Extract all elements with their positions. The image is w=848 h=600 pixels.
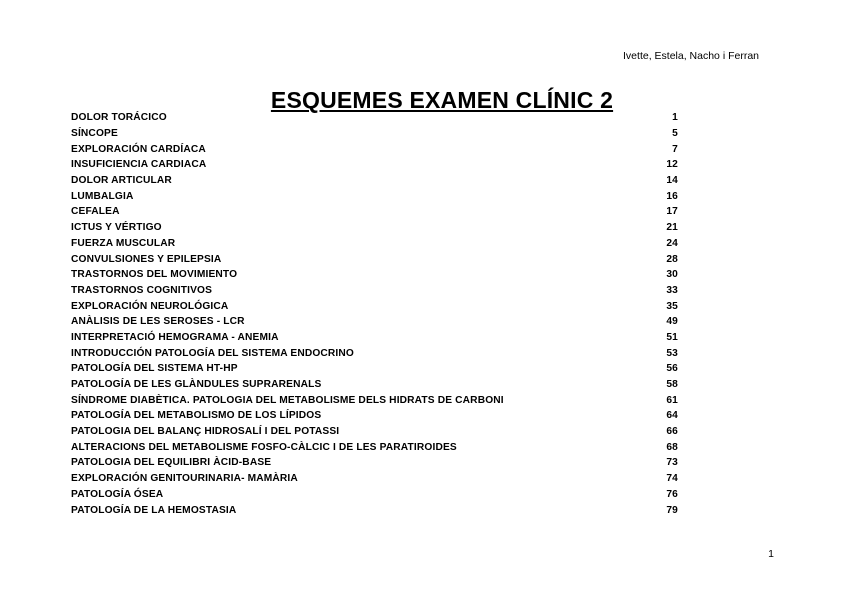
- toc-entry: [71, 455, 678, 471]
- toc-entry-page: 58: [666, 379, 678, 391]
- toc-entry-label: ICTUS Y VÉRTIGO: [71, 222, 162, 234]
- toc-entry-label: PATOLOGÍA DE LES GLÀNDULES SUPRARENALS: [71, 379, 322, 391]
- toc-entry: [71, 314, 678, 330]
- toc-entry-page: 5: [672, 128, 678, 140]
- toc-entry: [71, 157, 678, 173]
- toc-entry-label: INSUFICIENCIA CARDIACA: [71, 159, 207, 171]
- toc-entry-page: 74: [666, 473, 678, 485]
- toc-entry-page: 7: [672, 143, 678, 155]
- toc-entry-label: EXPLORACIÓN GENITOURINARIA- MAMÀRIA: [71, 473, 298, 485]
- page-number: 1: [768, 548, 774, 560]
- toc-entry-label: LUMBALGIA: [71, 190, 134, 202]
- toc-entry-page: 24: [666, 237, 678, 249]
- toc-entry-label: TRASTORNOS COGNITIVOS: [71, 284, 213, 296]
- toc-entry-label: INTRODUCCIÓN PATOLOGÍA DEL SISTEMA ENDOCRINO: [71, 347, 354, 359]
- toc-entry: [71, 487, 678, 503]
- toc-entry-page: 68: [666, 441, 678, 453]
- toc-entry: [71, 330, 678, 346]
- toc-entry-page: 49: [666, 316, 678, 328]
- toc-entry-page: 28: [666, 253, 678, 265]
- toc-entry-page: 17: [666, 206, 678, 218]
- toc-entry: [71, 408, 678, 424]
- toc-entry: [71, 471, 678, 487]
- toc-entry: [71, 377, 678, 393]
- toc-entry-page: 14: [666, 175, 678, 187]
- toc-entry: [71, 424, 678, 440]
- toc-entry-label: PATOLOGÍA DEL METABOLISMO DE LOS LÍPIDOS: [71, 410, 322, 422]
- toc-entry-page: 76: [666, 488, 678, 500]
- toc-entry-page: 35: [666, 300, 678, 312]
- toc-entry-page: 16: [666, 190, 678, 202]
- toc-entry-label: ALTERACIONS DEL METABOLISME FOSFO-CÀLCIC I DE LES PARATIROIDES: [71, 441, 457, 453]
- toc-entry-label: SÍNDROME DIABÈTICA. PATOLOGIA DEL METABOLISME DELS HIDRATS DE CARBONI: [71, 394, 504, 406]
- toc-entry: [71, 502, 678, 518]
- toc-entry-label: PATOLOGÍA DE LA HEMOSTASIA: [71, 504, 237, 516]
- toc-entry: [71, 126, 678, 142]
- toc-entry: [71, 220, 678, 236]
- toc-entry-label: FUERZA MUSCULAR: [71, 237, 176, 249]
- toc-entry: [71, 298, 678, 314]
- toc-entry-label: EXPLORACIÓN CARDÍACA: [71, 143, 206, 155]
- toc-entry: [71, 283, 678, 299]
- toc-entry-label: INTERPRETACIÓ HEMOGRAMA - ANEMIA: [71, 331, 279, 343]
- toc-entry: [71, 392, 678, 408]
- toc-entry-page: 64: [666, 410, 678, 422]
- toc-entry-page: 66: [666, 426, 678, 438]
- toc-entry-page: 79: [666, 504, 678, 516]
- toc-entry-label: PATOLOGÍA ÓSEA: [71, 488, 164, 500]
- toc-entry-page: 56: [666, 363, 678, 375]
- toc-entry: [71, 188, 678, 204]
- document-title: ESQUEMES EXAMEN CLÍNIC 2: [270, 87, 614, 114]
- toc-entry-label: PATOLOGÍA DEL SISTEMA HT-HP: [71, 363, 238, 375]
- toc-entry-label: TRASTORNOS DEL MOVIMIENTO: [71, 269, 238, 281]
- toc-entry-page: 1: [672, 112, 678, 124]
- toc-entry-label: CONVULSIONES Y EPILEPSIA: [71, 253, 222, 265]
- toc-entry-page: 73: [666, 457, 678, 469]
- toc-entry-label: SÍNCOPE: [71, 128, 118, 140]
- toc-entry: [71, 173, 678, 189]
- toc-entry-label: PATOLOGIA DEL BALANÇ HIDROSALÍ I DEL POTASSI: [71, 426, 340, 438]
- toc-entry: [71, 361, 678, 377]
- toc-entry: [71, 110, 678, 126]
- toc-entry: [71, 439, 678, 455]
- toc-entry-page: 21: [666, 222, 678, 234]
- toc-entry-label: DOLOR ARTICULAR: [71, 175, 172, 187]
- toc-entry-page: 51: [666, 331, 678, 343]
- toc-entry-page: 30: [666, 269, 678, 281]
- toc-entry: [71, 251, 678, 267]
- toc-entry-page: 12: [666, 159, 678, 171]
- toc-entry-label: DOLOR TORÁCICO: [71, 112, 167, 124]
- toc-entry-page: 53: [666, 347, 678, 359]
- toc-entry: [71, 236, 678, 252]
- toc-entry-label: EXPLORACIÓN NEUROLÓGICA: [71, 300, 229, 312]
- toc-entry-label: PATOLOGIA DEL EQUILIBRI ÀCID-BASE: [71, 457, 272, 469]
- toc-entry-label: CEFALEA: [71, 206, 120, 218]
- authors-line: Ivette, Estela, Nacho i Ferran: [623, 50, 759, 62]
- toc-entry-label: ANÀLISIS DE LES SEROSES - LCR: [71, 316, 245, 328]
- toc-entry: [71, 345, 678, 361]
- toc-entry: [71, 267, 678, 283]
- toc-entry-page: 61: [666, 394, 678, 406]
- toc-entry: [71, 141, 678, 157]
- table-of-contents: [71, 110, 678, 518]
- toc-entry: [71, 204, 678, 220]
- toc-entry-page: 33: [666, 284, 678, 296]
